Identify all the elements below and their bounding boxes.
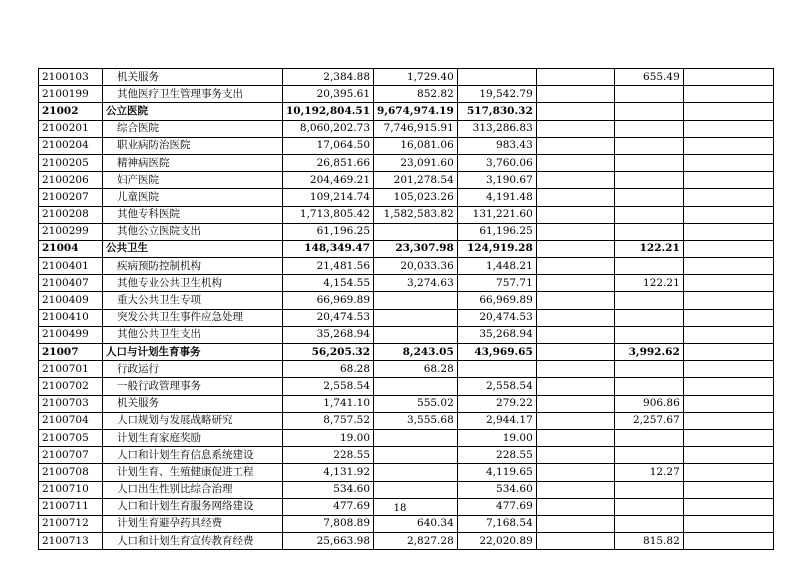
cell-value-5: 3,992.62 — [614, 344, 683, 361]
cell-value-2: 2,827.28 — [374, 533, 458, 550]
cell-value-1: 7,808.89 — [283, 515, 374, 532]
cell-value-1: 66,969.89 — [283, 292, 374, 309]
cell-name: 行政运行 — [103, 361, 283, 378]
cell-name: 职业病防治医院 — [103, 137, 283, 154]
cell-value-5 — [614, 258, 683, 275]
cell-value-6 — [683, 533, 773, 550]
table-row — [39, 206, 774, 223]
cell-value-3: 313,286.83 — [457, 120, 536, 137]
cell-value-6 — [683, 275, 773, 292]
cell-value-2: 23,307.98 — [374, 240, 458, 257]
cell-value-3: 61,196.25 — [457, 223, 536, 240]
cell-name: 机关服务 — [103, 395, 283, 412]
cell-value-3: 4,191.48 — [457, 189, 536, 206]
cell-value-5: 655.49 — [614, 69, 683, 86]
cell-value-6 — [683, 154, 773, 171]
cell-value-1: 4,154.55 — [283, 275, 374, 292]
cell-value-5 — [614, 120, 683, 137]
cell-code: 2100206 — [39, 172, 103, 189]
cell-value-4 — [536, 103, 614, 120]
cell-value-1: 477.69 — [283, 498, 374, 515]
cell-value-5 — [614, 361, 683, 378]
cell-name: 其他公共卫生支出 — [103, 326, 283, 343]
table-row — [39, 258, 774, 275]
cell-value-6 — [683, 378, 773, 395]
cell-value-1: 19.00 — [283, 429, 374, 446]
cell-value-6 — [683, 189, 773, 206]
cell-value-6 — [683, 172, 773, 189]
cell-value-2: 7,746,915.91 — [374, 120, 458, 137]
cell-value-4 — [536, 120, 614, 137]
cell-value-4 — [536, 447, 614, 464]
cell-value-3: 19.00 — [457, 429, 536, 446]
cell-value-2 — [374, 223, 458, 240]
cell-code: 2100702 — [39, 378, 103, 395]
cell-value-4 — [536, 292, 614, 309]
cell-value-6 — [683, 395, 773, 412]
cell-code: 2100707 — [39, 447, 103, 464]
cell-value-3: 35,268.94 — [457, 326, 536, 343]
cell-value-3: 517,830.32 — [457, 103, 536, 120]
cell-value-2: 23,091.60 — [374, 154, 458, 171]
cell-value-5 — [614, 515, 683, 532]
cell-value-3: 22,020.89 — [457, 533, 536, 550]
cell-code: 2100704 — [39, 412, 103, 429]
table-row — [39, 172, 774, 189]
cell-value-5: 906.86 — [614, 395, 683, 412]
cell-value-5 — [614, 378, 683, 395]
cell-name: 计划生育家庭奖励 — [103, 429, 283, 446]
cell-value-1: 534.60 — [283, 481, 374, 498]
cell-value-1: 109,214.74 — [283, 189, 374, 206]
cell-value-1: 148,349.47 — [283, 240, 374, 257]
table-row — [39, 481, 774, 498]
cell-value-3: 4,119.65 — [457, 464, 536, 481]
cell-value-2: 3,274.63 — [374, 275, 458, 292]
table-row — [39, 326, 774, 343]
cell-value-2 — [374, 292, 458, 309]
cell-value-1: 228.55 — [283, 447, 374, 464]
cell-code: 2100401 — [39, 258, 103, 275]
cell-value-2: 1,582,583.82 — [374, 206, 458, 223]
cell-value-6 — [683, 206, 773, 223]
cell-value-5 — [614, 223, 683, 240]
cell-name: 人口与计划生育事务 — [103, 344, 283, 361]
cell-value-6 — [683, 361, 773, 378]
cell-code: 2100710 — [39, 481, 103, 498]
cell-value-6 — [683, 258, 773, 275]
table-row — [39, 120, 774, 137]
cell-value-3 — [457, 69, 536, 86]
page-number: 18 — [393, 503, 407, 514]
cell-value-5: 122.21 — [614, 240, 683, 257]
cell-value-3: 124,919.28 — [457, 240, 536, 257]
cell-code: 2100409 — [39, 292, 103, 309]
cell-value-3: 534.60 — [457, 481, 536, 498]
cell-name: 综合医院 — [103, 120, 283, 137]
cell-value-1: 21,481.56 — [283, 258, 374, 275]
cell-value-5 — [614, 309, 683, 326]
table-row — [39, 189, 774, 206]
cell-value-3: 19,542.79 — [457, 86, 536, 103]
cell-code: 21002 — [39, 103, 103, 120]
cell-value-1: 56,205.32 — [283, 344, 374, 361]
table-row — [39, 137, 774, 154]
cell-value-1: 1,741.10 — [283, 395, 374, 412]
table-body — [39, 69, 774, 550]
budget-table — [38, 68, 774, 550]
cell-value-6 — [683, 86, 773, 103]
cell-value-6 — [683, 120, 773, 137]
cell-name: 儿童医院 — [103, 189, 283, 206]
cell-code: 2100204 — [39, 137, 103, 154]
cell-value-2: 16,081.06 — [374, 137, 458, 154]
cell-value-2: 8,243.05 — [374, 344, 458, 361]
cell-value-2: 201,278.54 — [374, 172, 458, 189]
cell-value-6 — [683, 429, 773, 446]
table-row — [39, 86, 774, 103]
cell-value-5 — [614, 137, 683, 154]
cell-value-5 — [614, 103, 683, 120]
cell-value-3: 757.71 — [457, 275, 536, 292]
table-row — [39, 412, 774, 429]
cell-name: 疾病预防控制机构 — [103, 258, 283, 275]
cell-value-1: 26,851.66 — [283, 154, 374, 171]
cell-value-3: 477.69 — [457, 498, 536, 515]
cell-name: 其他医疗卫生管理事务支出 — [103, 86, 283, 103]
cell-value-3: 66,969.89 — [457, 292, 536, 309]
table-row — [39, 240, 774, 257]
cell-value-4 — [536, 69, 614, 86]
cell-value-6 — [683, 292, 773, 309]
cell-value-6 — [683, 137, 773, 154]
cell-value-4 — [536, 481, 614, 498]
cell-value-5 — [614, 189, 683, 206]
cell-name: 人口规划与发展战略研究 — [103, 412, 283, 429]
cell-value-2 — [374, 326, 458, 343]
cell-value-3 — [457, 361, 536, 378]
cell-value-6 — [683, 103, 773, 120]
cell-value-1: 2,384.88 — [283, 69, 374, 86]
cell-value-4 — [536, 275, 614, 292]
cell-value-5 — [614, 86, 683, 103]
cell-name: 计划生育避孕药具经费 — [103, 515, 283, 532]
cell-value-1: 25,663.98 — [283, 533, 374, 550]
cell-value-4 — [536, 533, 614, 550]
cell-name: 人口和计划生育服务网络建设 — [103, 498, 283, 515]
cell-value-1: 10,192,804.51 — [283, 103, 374, 120]
cell-value-5: 122.21 — [614, 275, 683, 292]
table-row — [39, 154, 774, 171]
cell-code: 2100708 — [39, 464, 103, 481]
cell-value-2: 852.82 — [374, 86, 458, 103]
cell-value-2: 9,674,974.19 — [374, 103, 458, 120]
cell-value-4 — [536, 258, 614, 275]
cell-value-2: 640.34 — [374, 515, 458, 532]
cell-value-4 — [536, 412, 614, 429]
cell-value-5 — [614, 172, 683, 189]
cell-value-1: 2,558.54 — [283, 378, 374, 395]
cell-value-4 — [536, 223, 614, 240]
cell-code: 2100703 — [39, 395, 103, 412]
table-row — [39, 378, 774, 395]
cell-value-4 — [536, 309, 614, 326]
cell-code: 21007 — [39, 344, 103, 361]
cell-value-6 — [683, 412, 773, 429]
cell-value-4 — [536, 86, 614, 103]
cell-value-1: 8,757.52 — [283, 412, 374, 429]
cell-value-1: 1,713,805.42 — [283, 206, 374, 223]
cell-value-5 — [614, 481, 683, 498]
cell-value-1: 20,395.61 — [283, 86, 374, 103]
cell-name: 其他专业公共卫生机构 — [103, 275, 283, 292]
table-row — [39, 344, 774, 361]
cell-code: 2100713 — [39, 533, 103, 550]
cell-value-3: 2,558.54 — [457, 378, 536, 395]
cell-value-3: 43,969.65 — [457, 344, 536, 361]
cell-code: 2100207 — [39, 189, 103, 206]
cell-value-3: 2,944.17 — [457, 412, 536, 429]
cell-name: 公共卫生 — [103, 240, 283, 257]
cell-value-4 — [536, 464, 614, 481]
cell-value-3: 3,190.67 — [457, 172, 536, 189]
cell-name: 计划生育、生殖健康促进工程 — [103, 464, 283, 481]
cell-value-5: 2,257.67 — [614, 412, 683, 429]
cell-name: 突发公共卫生事件应急处理 — [103, 309, 283, 326]
cell-value-4 — [536, 326, 614, 343]
cell-value-3: 279.22 — [457, 395, 536, 412]
cell-value-3: 7,168.54 — [457, 515, 536, 532]
cell-value-5 — [614, 206, 683, 223]
cell-value-6 — [683, 344, 773, 361]
cell-value-1: 68.28 — [283, 361, 374, 378]
cell-value-3: 983.43 — [457, 137, 536, 154]
cell-value-2 — [374, 464, 458, 481]
cell-value-1: 20,474.53 — [283, 309, 374, 326]
cell-value-6 — [683, 326, 773, 343]
cell-value-2: 68.28 — [374, 361, 458, 378]
cell-value-4 — [536, 154, 614, 171]
cell-value-2 — [374, 309, 458, 326]
cell-value-2 — [374, 429, 458, 446]
cell-name: 其他公立医院支出 — [103, 223, 283, 240]
cell-value-1: 35,268.94 — [283, 326, 374, 343]
cell-value-1: 4,131.92 — [283, 464, 374, 481]
cell-code: 2100711 — [39, 498, 103, 515]
cell-value-3: 1,448.21 — [457, 258, 536, 275]
cell-name: 人口和计划生育宣传教育经费 — [103, 533, 283, 550]
cell-code: 2100499 — [39, 326, 103, 343]
cell-value-5: 815.82 — [614, 533, 683, 550]
cell-value-4 — [536, 515, 614, 532]
cell-value-2: 105,023.26 — [374, 189, 458, 206]
cell-value-4 — [536, 137, 614, 154]
cell-value-5 — [614, 292, 683, 309]
cell-value-4 — [536, 344, 614, 361]
cell-value-3: 20,474.53 — [457, 309, 536, 326]
cell-value-2: 555.02 — [374, 395, 458, 412]
cell-value-1: 204,469.21 — [283, 172, 374, 189]
cell-value-4 — [536, 189, 614, 206]
cell-value-4 — [536, 240, 614, 257]
cell-value-2: 3,555.68 — [374, 412, 458, 429]
cell-value-4 — [536, 429, 614, 446]
cell-value-3: 3,760.06 — [457, 154, 536, 171]
cell-code: 2100299 — [39, 223, 103, 240]
cell-code: 2100103 — [39, 69, 103, 86]
table-row — [39, 275, 774, 292]
cell-code: 2100705 — [39, 429, 103, 446]
table-row — [39, 395, 774, 412]
cell-value-5 — [614, 447, 683, 464]
cell-value-5: 12.27 — [614, 464, 683, 481]
cell-code: 2100201 — [39, 120, 103, 137]
cell-value-4 — [536, 361, 614, 378]
table-row — [39, 223, 774, 240]
cell-value-1: 61,196.25 — [283, 223, 374, 240]
cell-value-6 — [683, 240, 773, 257]
cell-name: 一般行政管理事务 — [103, 378, 283, 395]
cell-value-6 — [683, 447, 773, 464]
table-row — [39, 103, 774, 120]
cell-name: 妇产医院 — [103, 172, 283, 189]
cell-code: 2100712 — [39, 515, 103, 532]
cell-value-4 — [536, 206, 614, 223]
cell-name: 其他专科医院 — [103, 206, 283, 223]
cell-code: 2100410 — [39, 309, 103, 326]
cell-value-1: 8,060,202.73 — [283, 120, 374, 137]
cell-value-1: 17,064.50 — [283, 137, 374, 154]
cell-value-3: 131,221.60 — [457, 206, 536, 223]
table-row — [39, 429, 774, 446]
cell-value-2: 1,729.40 — [374, 69, 458, 86]
cell-value-6 — [683, 515, 773, 532]
cell-value-5 — [614, 326, 683, 343]
cell-name: 公立医院 — [103, 103, 283, 120]
cell-value-6 — [683, 69, 773, 86]
table-row — [39, 309, 774, 326]
cell-code: 21004 — [39, 240, 103, 257]
cell-value-6 — [683, 464, 773, 481]
table-row — [39, 69, 774, 86]
cell-value-6 — [683, 309, 773, 326]
table-row — [39, 515, 774, 532]
table-row — [39, 292, 774, 309]
cell-name: 人口出生性别比综合治理 — [103, 481, 283, 498]
cell-code: 2100701 — [39, 361, 103, 378]
cell-value-2 — [374, 447, 458, 464]
cell-value-5 — [614, 154, 683, 171]
table-row — [39, 447, 774, 464]
cell-code: 2100205 — [39, 154, 103, 171]
table-row — [39, 533, 774, 550]
cell-value-5 — [614, 429, 683, 446]
cell-value-4 — [536, 172, 614, 189]
cell-value-2 — [374, 481, 458, 498]
cell-value-4 — [536, 378, 614, 395]
table-row — [39, 361, 774, 378]
cell-name: 精神病医院 — [103, 154, 283, 171]
cell-name: 机关服务 — [103, 69, 283, 86]
cell-code: 2100407 — [39, 275, 103, 292]
cell-name: 重大公共卫生专项 — [103, 292, 283, 309]
cell-value-2 — [374, 378, 458, 395]
cell-code: 2100199 — [39, 86, 103, 103]
cell-value-2: 20,033.36 — [374, 258, 458, 275]
cell-value-3: 228.55 — [457, 447, 536, 464]
cell-name: 人口和计划生育信息系统建设 — [103, 447, 283, 464]
cell-value-6 — [683, 481, 773, 498]
cell-value-4 — [536, 395, 614, 412]
cell-value-6 — [683, 223, 773, 240]
table-row — [39, 464, 774, 481]
cell-code: 2100208 — [39, 206, 103, 223]
